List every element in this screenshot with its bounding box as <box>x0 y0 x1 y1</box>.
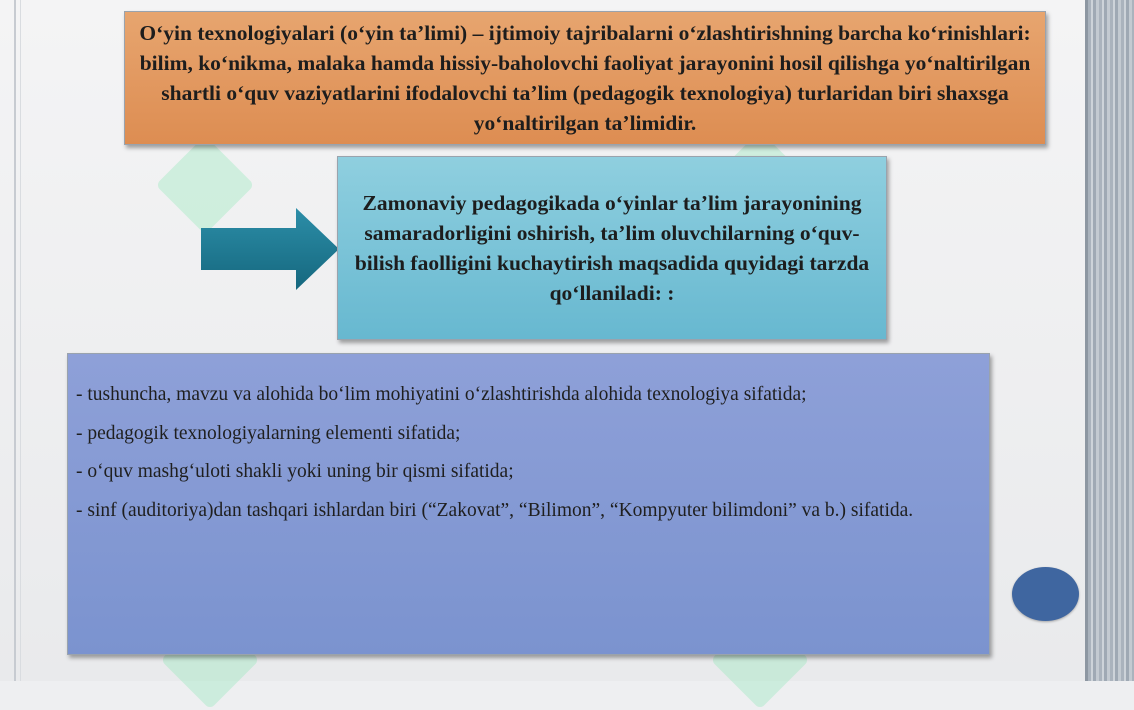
usage-list <box>76 376 979 530</box>
right-arrow-icon <box>201 208 339 290</box>
intro-box <box>337 156 887 340</box>
navigation-button-icon[interactable] <box>1012 567 1079 621</box>
intro-text: Zamonaviy pedagogikada o‘yinlar ta’lim jarayonining samaradorligini oshirish, ta’lim oluvchilarning o‘quv-bilish faolligini kuchaytirish maqsadida quyidagi tarzda qo‘llaniladi: : <box>354 191 870 305</box>
list-item: - tushuncha, mavzu va alohida bo‘lim mohiyatini o‘zlashtirishda alohida texnologiya sifatida; <box>76 384 807 405</box>
list-item: - sinf (auditoriya)dan tashqari ishlardan biri (“Zakovat”, “Bilimon”, “Kompyuter bilimdoni” va b.) sifatida. <box>76 499 914 521</box>
left-border-line <box>14 0 16 681</box>
list-item: - o‘quv mashg‘uloti shakli yoki uning bir qismi sifatida; <box>76 461 514 482</box>
definition-text: O‘yin texnologiyalari (o‘yin ta’limi) – ijtimoiy tajribalarni o‘zlashtirishning barcha ko‘rinishlari: bilim, ko‘nikma, malaka hamda hissiy-baholovchi faoliyat jarayonini hosil qilishga yo‘naltirilgan shartli o‘quv vaziyatlarini ifodalovchi ta’lim (pedagogik texnologiya) turlaridan biri shaxsga yo‘naltirilgan ta’limidir. <box>139 21 1031 135</box>
list-item: - pedagogik texnologiyalarning elementi sifatida; <box>76 422 461 444</box>
usage-list-box <box>67 353 990 655</box>
left-border-line-inner <box>20 0 21 681</box>
right-decorative-band <box>1088 0 1134 681</box>
definition-box <box>124 11 1046 145</box>
